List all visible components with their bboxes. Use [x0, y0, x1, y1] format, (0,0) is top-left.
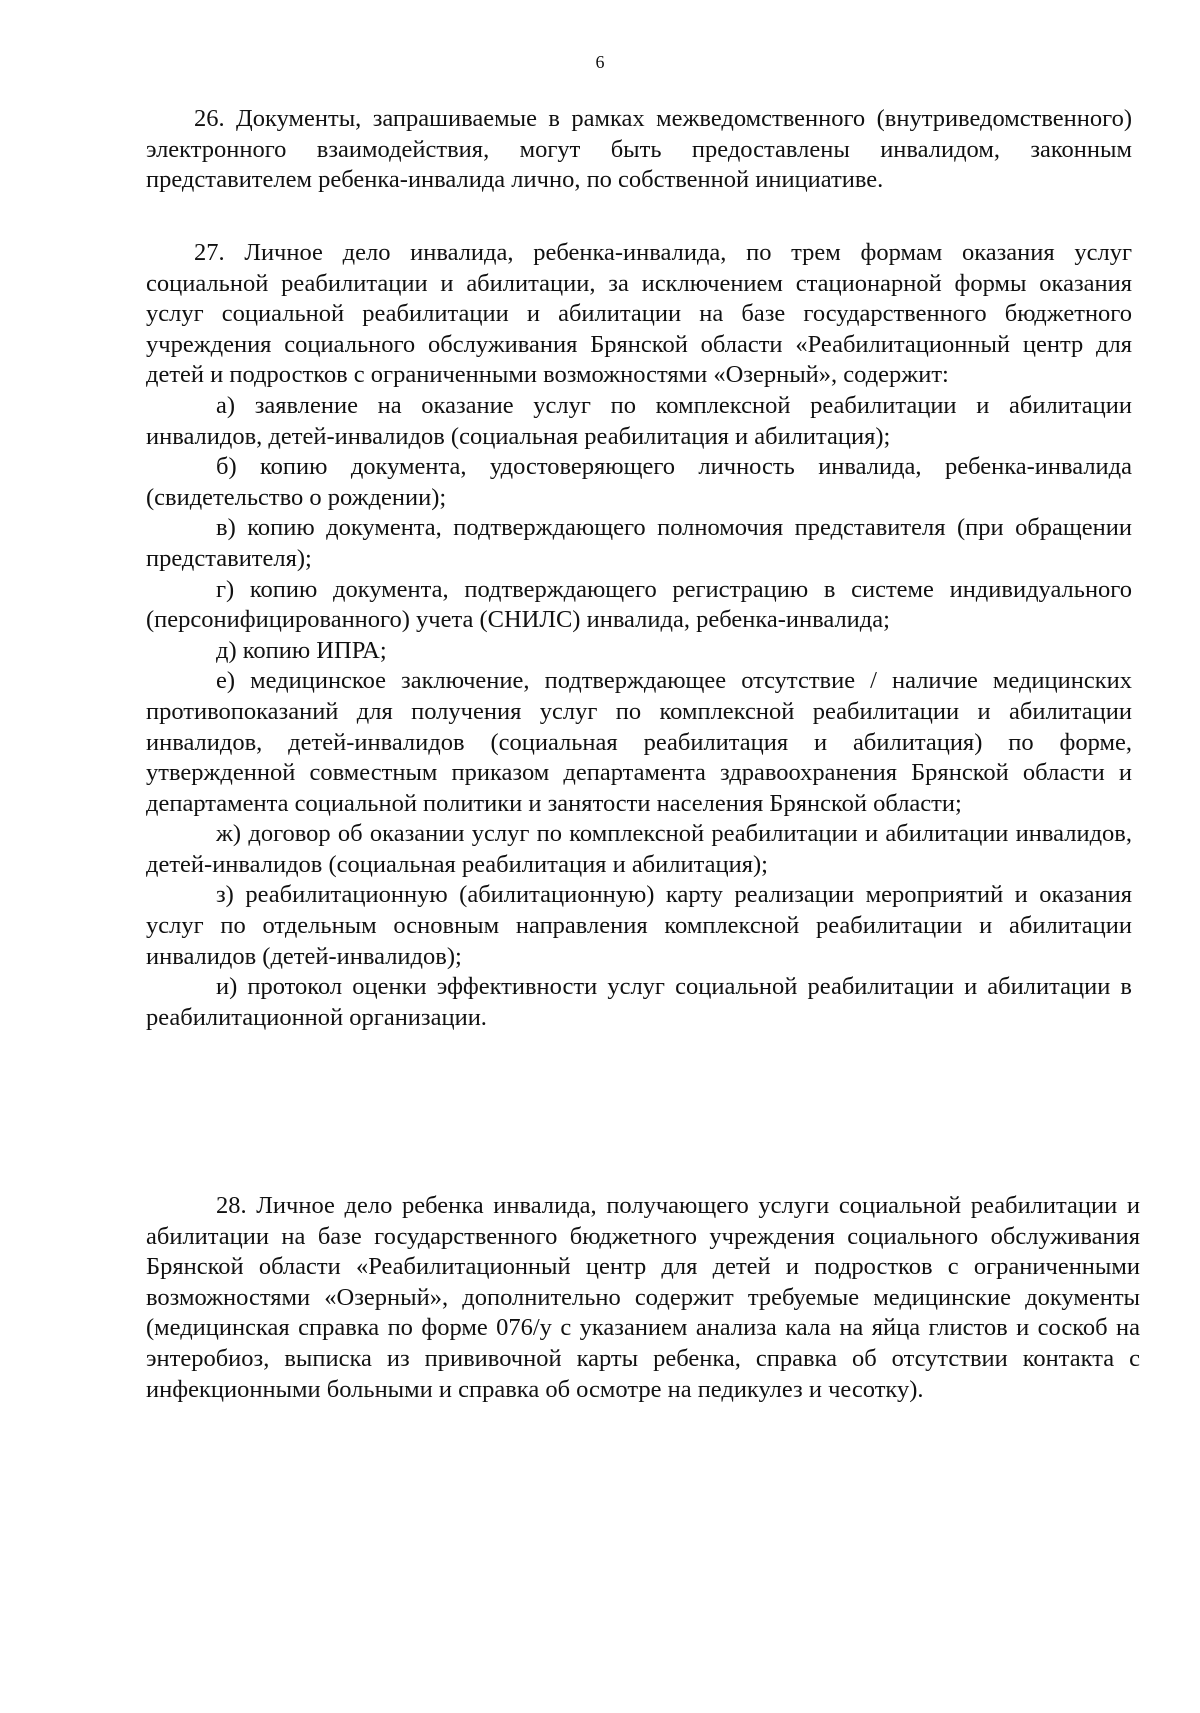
- list-item-v: в) копию документа, подтверждающего полномочия представителя (при обращении представителя);: [146, 514, 1132, 572]
- paragraph-27-block: [146, 238, 1132, 1033]
- list-item-zh: ж) договор об оказании услуг по комплексной реабилитации и абилитации инвалидов, детей-инвалидов (социальная реабилитация и абилитация);: [146, 820, 1132, 878]
- list-item-b: б) копию документа, удостоверяющего личность инвалида, ребенка-инвалида (свидетельство о рождении);: [146, 453, 1132, 511]
- page-number: 6: [595, 52, 605, 72]
- paragraph-26-block: [146, 104, 1132, 196]
- list-item-d: д) копию ИПРА;: [216, 636, 387, 664]
- paragraph-27-intro: 27. Личное дело инвалида, ребенка-инвалида, по трем формам оказания услуг социальной реабилитации и абилитации, за исключением стационарной формы оказания услуг социальной реабилитации и абилитации на базе государственного бюджетного учреждения социального обслуживания Брянской области «Реабилитационный центр для детей и подростков с ограниченными возможностями «Озерный», содержит:: [146, 239, 1132, 389]
- paragraph-28-block: [146, 1191, 1140, 1405]
- list-item-e: е) медицинское заключение, подтверждающее отсутствие / наличие медицинских противопоказаний для получения услуг по комплексной реабилитации и абилитации инвалидов, детей-инвалидов (социальная реабилитация и абилитация) по форме, утвержденной совместным приказом департамента здравоохранения Брянской области и департамента социальной политики и занятости населения Брянской области;: [146, 667, 1132, 817]
- list-item-i: и) протокол оценки эффективности услуг социальной реабилитации и абилитации в реабилитационной организации.: [146, 973, 1132, 1031]
- list-item-z: з) реабилитационную (абилитационную) карту реализации мероприятий и оказания услуг по отдельным основным направления комплексной реабилитации и абилитации инвалидов (детей-инвалидов);: [146, 881, 1132, 970]
- list-item-a: а) заявление на оказание услуг по комплексной реабилитации и абилитации инвалидов, детей-инвалидов (социальная реабилитация и абилитация);: [146, 391, 1132, 450]
- paragraph-26: 26. Документы, запрашиваемые в рамках межведомственного (внутриведомственного) электронного взаимодействия, могут быть предоставлены инвалидом, законным представителем ребенка-инвалида лично, по собственной инициативе.: [146, 105, 1132, 194]
- list-item-g: г) копию документа, подтверждающего регистрацию в системе индивидуального (персонифицированного) учета (СНИЛС) инвалида, ребенка-инвалида;: [146, 575, 1132, 634]
- paragraph-28: 28. Личное дело ребенка инвалида, получающего услуги социальной реабилитации и абилитации на базе государственного бюджетного учреждения социального обслуживания Брянской области «Реабилитационный центр для детей и подростков с ограниченными возможностями «Озерный», дополнительно содержит требуемые медицинские документы (медицинская справка по форме 076/у с указанием анализа кала на яйца глистов и соскоб на энтеробиоз, выписка из прививочной карты ребенка, справка об отсутствии контакта с инфекционными больными и справка об осмотре на педикулез и чесотку).: [146, 1192, 1140, 1403]
